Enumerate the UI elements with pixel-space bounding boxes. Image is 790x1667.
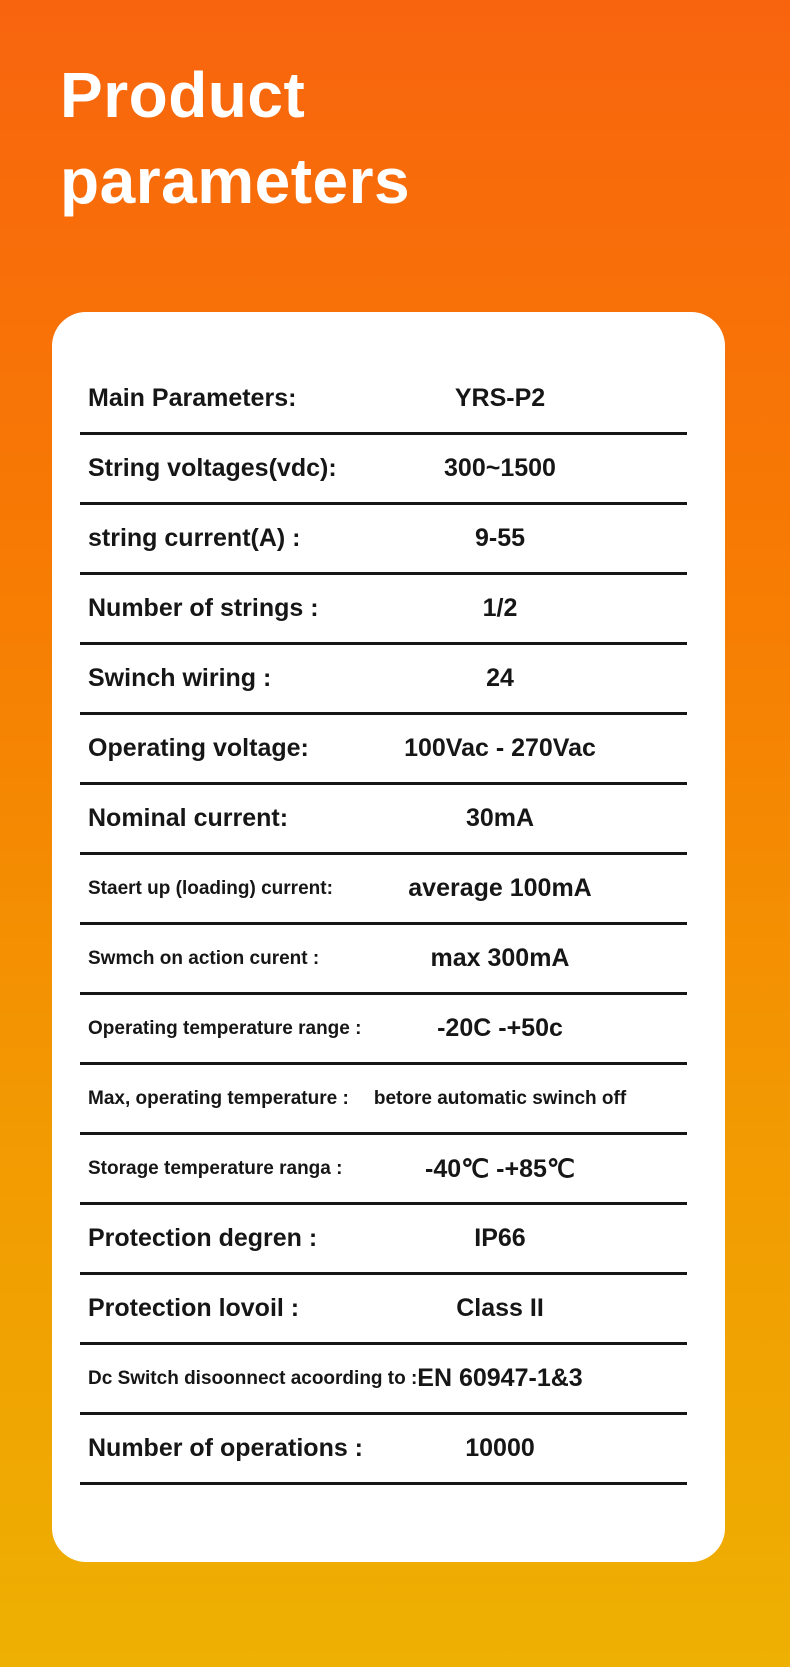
row-label: Staert up (loading) current: — [88, 877, 333, 899]
row-value: max 300mA — [430, 944, 570, 972]
page-title-line2: parameters — [60, 145, 411, 217]
row-label: Operating temperature range : — [88, 1017, 362, 1039]
row-label: Dc Switch disoonnect acoording to : — [88, 1367, 418, 1389]
row-value: -20C -+50c — [437, 1014, 563, 1042]
table-row — [80, 1275, 687, 1345]
table-row — [80, 645, 687, 715]
row-label: Max, operating temperature : — [88, 1087, 349, 1109]
row-value: betore automatic swinch off — [373, 1087, 627, 1109]
row-label: String voltages(vdc): — [88, 454, 337, 482]
table-row — [80, 1205, 687, 1275]
page-title-line1: Product — [60, 59, 306, 131]
table-row — [80, 925, 687, 995]
parameters-card — [52, 312, 725, 1562]
row-value: 9-55 — [474, 524, 526, 552]
parameters-table — [80, 365, 687, 1485]
row-value: 24 — [486, 664, 514, 692]
row-value: EN 60947-1&3 — [417, 1364, 583, 1392]
table-row — [80, 1065, 687, 1135]
page-title — [60, 52, 410, 224]
row-label: Main Parameters: — [88, 384, 297, 412]
table-row — [80, 855, 687, 925]
row-label: Protection degren : — [88, 1224, 318, 1252]
row-value: YRS-P2 — [454, 384, 546, 412]
row-value: 10000 — [465, 1434, 535, 1462]
table-row — [80, 435, 687, 505]
row-value: average 100mA — [408, 874, 592, 902]
table-row — [80, 995, 687, 1065]
table-row — [80, 505, 687, 575]
row-label: Storage temperature ranga : — [88, 1157, 343, 1179]
table-row — [80, 1415, 687, 1485]
row-label: Protection lovoil : — [88, 1294, 300, 1322]
row-label: Swmch on action curent : — [88, 947, 320, 969]
table-row — [80, 715, 687, 785]
row-label: Swinch wiring : — [88, 664, 272, 692]
table-row — [80, 1135, 687, 1205]
row-label: Operating voltage: — [88, 734, 309, 762]
row-value: IP66 — [474, 1224, 526, 1252]
row-value: Class II — [456, 1294, 544, 1322]
table-row — [80, 1345, 687, 1415]
row-value: -40℃ -+85℃ — [425, 1154, 575, 1183]
row-value: 30mA — [465, 804, 535, 832]
table-row — [80, 785, 687, 855]
row-value: 100Vac - 270Vac — [404, 734, 596, 762]
table-row — [80, 575, 687, 645]
row-value: 1/2 — [482, 594, 518, 622]
row-label: Number of operations : — [88, 1434, 364, 1462]
row-value: 300~1500 — [444, 454, 556, 482]
table-row — [80, 365, 687, 435]
row-label: Number of strings : — [88, 594, 319, 622]
row-label: Nominal current: — [88, 804, 289, 832]
row-label: string current(A) : — [88, 524, 301, 552]
